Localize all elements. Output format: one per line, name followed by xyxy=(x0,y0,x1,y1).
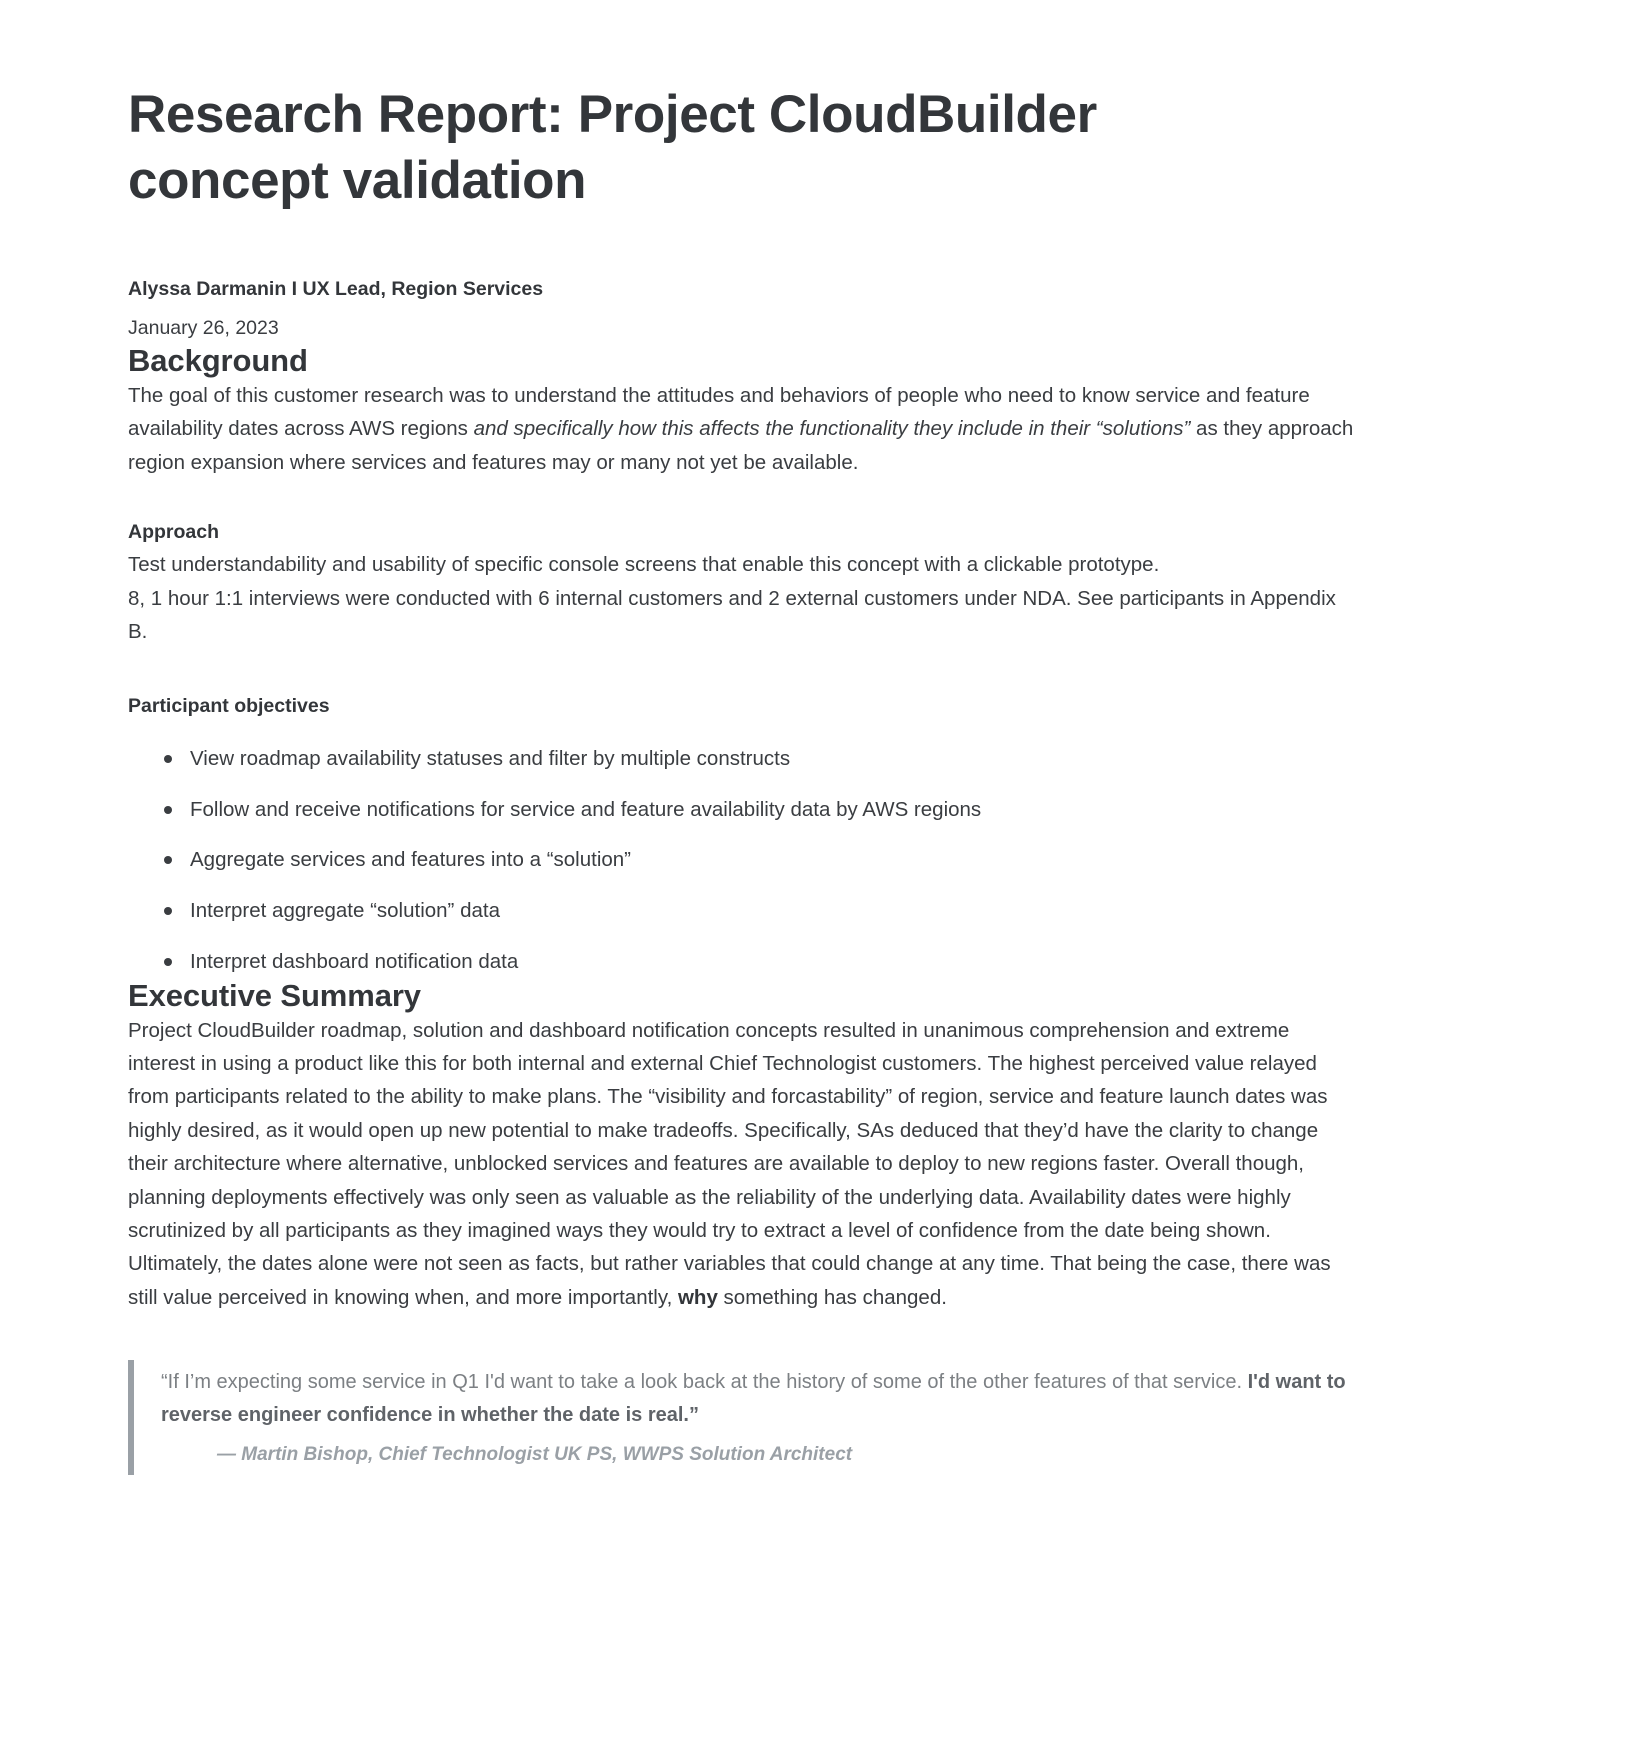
quote-attribution: — Martin Bishop, Chief Technologist UK PS, WWPS Solution Architect xyxy=(217,1443,853,1465)
executive-summary-paragraph xyxy=(128,1014,1354,1315)
subheading-participant-objectives: Participant objectives xyxy=(128,694,330,717)
list-item: View roadmap availability statuses and filter by multiple constructs xyxy=(190,744,1390,775)
exec-summary-bold-why: why xyxy=(677,1285,718,1309)
background-intro-italic: and specifically how this affects the functionality they include in their “solutions” xyxy=(473,417,1191,441)
list-item: Interpret dashboard notification data xyxy=(190,947,1390,978)
approach-line-1: Test understandability and usability of specific console screens that enable this concept with a clickable prototype. xyxy=(128,553,1160,577)
background-intro-paragraph xyxy=(128,379,1354,479)
background-intro-part2: as they approach region expansion where services and features may or many not yet be available. xyxy=(128,417,1354,474)
page-title: Research Report: Project CloudBuilder concept validation xyxy=(128,85,1097,210)
participant-objectives-list xyxy=(128,744,1390,978)
list-item: Interpret aggregate “solution” data xyxy=(190,896,1390,927)
section-heading-background: Background xyxy=(128,342,308,378)
approach-line-2: 8, 1 hour 1:1 interviews were conducted with 6 internal customers and 2 external customers under NDA. See participants in Appendix B. xyxy=(128,586,1336,644)
section-heading-executive-summary: Executive Summary xyxy=(128,977,421,1013)
exec-summary-part2: something has changed. xyxy=(717,1285,947,1309)
author-byline: Alyssa Darmanin I UX Lead, Region Services xyxy=(128,278,544,301)
list-item: Follow and receive notifications for service and feature availability data by AWS regions xyxy=(190,795,1390,826)
quote-bold-part: I'd want to reverse engineer confidence in whether the date is real.” xyxy=(161,1371,1346,1426)
subheading-approach: Approach xyxy=(128,521,220,544)
exec-summary-part1: Project CloudBuilder roadmap, solution and dashboard notification concepts resulted in unanimous comprehension and extreme interest in using a product like this for both internal and external Chief Technologist customers. The highest perceived value relayed from participants related to the ability to make plans. The “visibility and forcastability” of region, service and feature launch dates was highly desired, as it would open up new potential to make tradeoffs. Specifically, SAs deduced that they’d have the clarity to change their architecture where alternative, unblocked services and features are available to deploy to new regions faster. Overall though, planning deployments effectively was only seen as valuable as the reliability of the underlying data. Availability dates were highly scrutinized by all participants as they imagined ways they would try to extract a level of confidence from the date being shown. Ultimately, the dates alone were not seen as facts, but rather variables that could change at any time. That being the case, there was still value perceived in knowing when, and more importantly, xyxy=(128,1018,1331,1309)
participant-quote xyxy=(128,1360,1391,1475)
document-date: January 26, 2023 xyxy=(128,316,279,339)
quote-part1: “If I’m expecting some service in Q1 I'd want to take a look back at the history of some of the other features of that service. xyxy=(161,1371,1248,1394)
background-intro-part1: The goal of this customer research was to understand the attitudes and behaviors of people who need to know service and feature availability dates across AWS regions xyxy=(128,383,1310,441)
quote-text xyxy=(161,1366,1391,1431)
list-item: Aggregate services and features into a “solution” xyxy=(190,845,1390,876)
